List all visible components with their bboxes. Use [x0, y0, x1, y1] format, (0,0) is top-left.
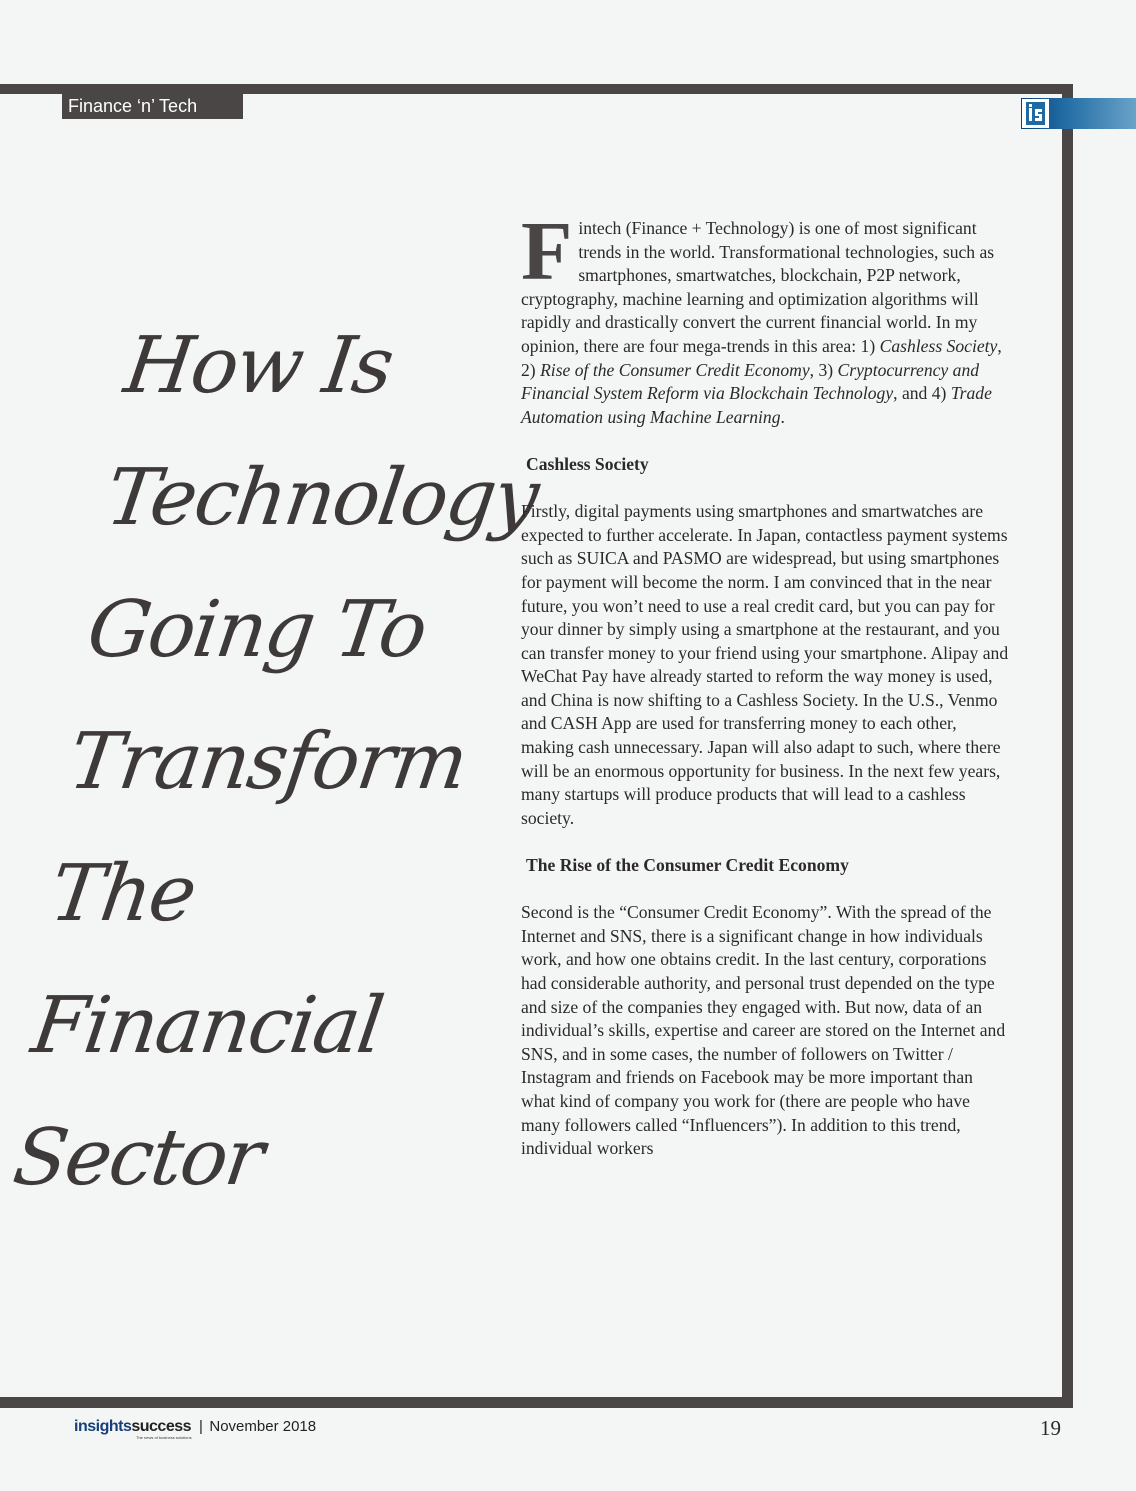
drop-cap: F: [521, 205, 573, 298]
headline-line: How Is: [119, 321, 398, 411]
trend-blockchain: Cryptocurrency and Financial System Reform via Blockchain Technology: [521, 359, 980, 404]
frame-top-border: [0, 84, 1073, 94]
headline-line: Going To: [82, 585, 431, 675]
intro-paragraph: Fintech (Finance + Technology) is one of most significant trends in the world. Transformational technologies, such as smartphones, smartwatches, blockchain, P2P network, cryptography, machine learning and optimization algorithms will rapidly and drastically convert the current financial world. In my opinion, there are four mega-trends in this area: 1) Cashless Society, 2) Rise of the Consumer Credit Economy, 3) Cryptocurrency and Financial System Reform via Blockchain Technology, and 4) Trade Automation using Machine Learning.: [521, 205, 1002, 427]
insights-success-is-logo-icon: [1022, 99, 1049, 128]
section-tag: Finance ‘n’ Tech: [62, 94, 243, 119]
footer-brand: [74, 1418, 316, 1446]
frame-right-border: [1062, 84, 1073, 1408]
section-body-credit: Second is the “Consumer Credit Economy”. With the spread of the Internet and SNS, there is a significant change in how individuals work, and how one obtains credit. In the last century, corporations had considerable authority, and personal trust depended on the type and size of the companies they engaged with. But now, data of an individual’s skills, expertise and career are stored on the Internet and SNS, and in some cases, the number of followers on Twitter / Instagram and friends on Facebook may be more important than what kind of company you work for (there are people who have many followers called “Influencers”). In addition to this trend, individual workers: [521, 902, 1006, 1159]
headline-line: The: [45, 849, 201, 939]
frame-bottom-border: [0, 1397, 1073, 1408]
headline-line: Sector: [8, 1113, 268, 1203]
trend-cashless: Cashless Society: [879, 335, 998, 356]
headline-line: Financial: [26, 981, 388, 1071]
page-number: 19: [1040, 1416, 1061, 1440]
section-heading-cashless: Cashless Society: [526, 453, 649, 474]
article-body: [521, 205, 1011, 1161]
headline-line: Technology: [100, 453, 543, 543]
brand-tagline: The news of business solutions: [136, 1435, 192, 1440]
trend-trade-automation: Trade Automation using Machine Learning: [521, 383, 992, 427]
issue-date: November 2018: [209, 1418, 317, 1435]
section-body-cashless: Firstly, digital payments using smartphones and smartwatches are expected to further accelerate. In Japan, contactless payment systems such as SUICA and PASMO are widespread, but using smartphones for payment will become the norm. I am convinced that in the near future, you won’t need to use a real credit card, but you can pay for your dinner by simply using a smartphone at the restaurant, and you can transfer money to your friend using your smartphone. Alipay and WeChat Pay have already started to reform the way money is used, and China is now shifting to a Cashless Society. In the U.S., Venmo and CASH App are used for transferring money to each other, making cash unnecessary. Japan will also adapt to such, where there will be an enormous opportunity for business. In the next few years, many startups will produce products that will lead to a cashless society.: [521, 501, 1009, 828]
footer-separator: |: [199, 1418, 203, 1435]
trend-credit-economy: Rise of the Consumer Credit Economy: [540, 359, 810, 380]
section-heading-credit: The Rise of the Consumer Credit Economy: [526, 855, 849, 876]
article-headline: [5, 300, 555, 1224]
insights-success-logo: insightssuccess The news of business solutions: [74, 1418, 192, 1440]
headline-line: Transform: [63, 717, 472, 807]
